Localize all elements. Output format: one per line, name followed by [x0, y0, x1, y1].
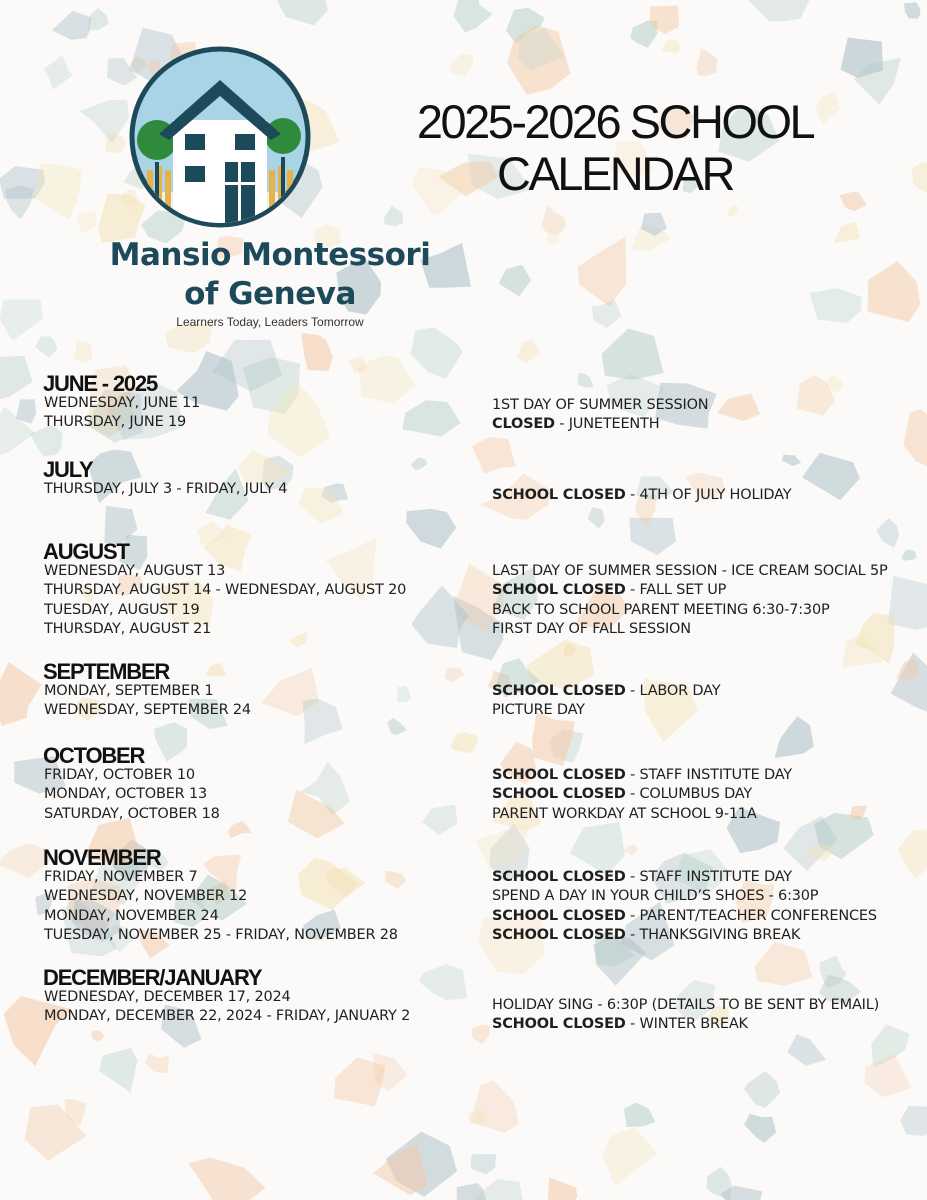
logo-name-line2: of Geneva [184, 276, 356, 312]
terrazzo-chip [406, 509, 456, 549]
terrazzo-chip [624, 1103, 655, 1128]
logo-name-line1: Mansio Montessori [109, 237, 431, 273]
terrazzo-chip [602, 1128, 657, 1186]
terrazzo-chip [516, 340, 539, 363]
terrazzo-chip [754, 942, 812, 986]
terrazzo-chip [274, 0, 328, 25]
terrazzo-chip [422, 805, 457, 835]
terrazzo-chip [450, 732, 478, 753]
date-line: SATURDAY, OCTOBER 18 [44, 805, 220, 822]
terrazzo-chip [787, 1034, 826, 1066]
page-title-line2: CALENDAR [497, 147, 733, 200]
terrazzo-chip [696, 48, 717, 75]
event-text: - JUNETEENTH [554, 416, 660, 433]
date-line: THURSDAY, JULY 3 - FRIDAY, JULY 4 [44, 481, 288, 497]
event-text: - THANKSGIVING BREAK [625, 926, 801, 943]
terrazzo-chip [898, 829, 927, 879]
terrazzo-chip [471, 1025, 490, 1045]
event-line [492, 1015, 879, 1034]
date-list [44, 682, 251, 721]
terrazzo-chip [6, 186, 34, 219]
event-line [492, 996, 879, 1015]
event-list [492, 868, 877, 945]
terrazzo-chip [864, 1054, 911, 1097]
event-text: - LABOR DAY [625, 683, 721, 699]
terrazzo-chip [707, 1167, 732, 1200]
terrazzo-chip [717, 394, 761, 422]
event-text: PICTURE DAY [492, 702, 585, 719]
date-line: FRIDAY, OCTOBER 10 [44, 767, 195, 783]
event-line [492, 701, 720, 720]
event-list [492, 996, 879, 1035]
terrazzo-chip [88, 8, 108, 31]
terrazzo-chip [623, 844, 638, 855]
event-line [492, 486, 791, 505]
event-list [492, 562, 888, 639]
terrazzo-chip [810, 288, 862, 323]
date-line: WEDNESDAY, SEPTEMBER 24 [44, 702, 251, 719]
date-list [44, 480, 287, 499]
date-list [44, 766, 220, 824]
date-list [44, 394, 200, 433]
event-text: SPEND A DAY IN YOUR CHILD’S SHOES - 6:30P [492, 888, 819, 905]
terrazzo-chip [397, 686, 411, 703]
terrazzo-chip [727, 205, 739, 216]
event-text: BACK TO SCHOOL PARENT MEETING 6:30-7:30P [492, 601, 830, 618]
terrazzo-chip [334, 1057, 385, 1106]
terrazzo-chip [782, 455, 801, 467]
month-heading: OCTOBER [43, 743, 145, 768]
event-line [492, 415, 708, 434]
event-text: - STAFF INSTITUTE DAY [625, 767, 792, 783]
terrazzo-chip [578, 237, 626, 307]
terrazzo-chip [592, 300, 622, 328]
event-status: SCHOOL CLOSED [492, 767, 626, 783]
terrazzo-chip [900, 1106, 927, 1136]
terrazzo-chip [868, 261, 920, 322]
terrazzo-chip [206, 662, 227, 676]
event-list [492, 766, 792, 824]
event-line [492, 805, 792, 824]
event-text: - FALL SET UP [625, 582, 727, 599]
terrazzo-chip [541, 204, 566, 236]
school-logo [50, 40, 431, 340]
event-line [492, 907, 877, 926]
terrazzo-chip [802, 453, 860, 501]
event-line [492, 620, 888, 639]
terrazzo-chip [548, 1177, 578, 1200]
event-status: SCHOOL CLOSED [492, 487, 626, 503]
event-text: FIRST DAY OF FALL SESSION [492, 620, 691, 637]
terrazzo-chip [189, 1158, 266, 1200]
terrazzo-chip [99, 1048, 137, 1093]
house-logo-icon [125, 42, 315, 232]
terrazzo-chip [588, 507, 605, 528]
month-heading: JUNE - 2025 [43, 371, 157, 396]
date-line: THURSDAY, AUGUST 14 - WEDNESDAY, AUGUST 20 [44, 582, 407, 599]
month-heading: DECEMBER/JANUARY [43, 965, 262, 990]
date-line: THURSDAY, AUGUST 21 [44, 620, 212, 637]
event-status: SCHOOL CLOSED [492, 683, 626, 699]
terrazzo-chip [0, 300, 43, 341]
terrazzo-chip [472, 437, 516, 473]
event-line [492, 766, 792, 785]
event-line [492, 682, 720, 701]
terrazzo-chip [662, 39, 682, 53]
terrazzo-chip [451, 54, 474, 76]
date-line: TUESDAY, AUGUST 19 [44, 601, 200, 618]
logo-tagline: Learners Today, Leaders Tomorrow [176, 315, 364, 329]
terrazzo-chip [454, 0, 493, 33]
terrazzo-chip [349, 357, 368, 373]
event-list [492, 682, 720, 721]
terrazzo-chip [228, 821, 252, 839]
terrazzo-chip [0, 662, 42, 726]
event-line [492, 887, 877, 906]
month-heading: NOVEMBER [43, 845, 161, 870]
event-text: LAST DAY OF SUMMER SESSION - ICE CREAM SOCIAL 5P [492, 563, 888, 579]
terrazzo-chip [402, 400, 460, 436]
date-line: WEDNESDAY, DECEMBER 17, 2024 [44, 989, 291, 1005]
terrazzo-chip [747, 0, 816, 22]
terrazzo-chip [499, 265, 531, 297]
terrazzo-chip [419, 964, 467, 1000]
event-text: - 4TH OF JULY HOLIDAY [625, 487, 792, 503]
event-status: SCHOOL CLOSED [492, 907, 626, 924]
terrazzo-chip [74, 341, 93, 364]
terrazzo-chip [471, 1154, 497, 1175]
date-line: MONDAY, SEPTEMBER 1 [44, 683, 214, 699]
date-line: TUESDAY, NOVEMBER 25 - FRIDAY, NOVEMBER 28 [44, 926, 398, 943]
terrazzo-chip [629, 518, 676, 556]
event-status: SCHOOL CLOSED [492, 926, 626, 943]
terrazzo-chip [387, 718, 407, 735]
terrazzo-chip [0, 356, 33, 403]
date-line: WEDNESDAY, NOVEMBER 12 [44, 888, 248, 905]
event-text: PARENT WORKDAY AT SCHOOL 9-11A [492, 805, 757, 822]
terrazzo-chip [744, 1114, 776, 1143]
date-list [44, 562, 406, 639]
event-status: SCHOOL CLOSED [492, 582, 626, 599]
terrazzo-chip [901, 550, 917, 561]
terrazzo-chip [744, 1071, 780, 1108]
event-line [492, 396, 708, 415]
terrazzo-chip [358, 356, 416, 404]
terrazzo-chip [570, 822, 625, 875]
event-status: CLOSED [492, 416, 555, 433]
terrazzo-chip [52, 11, 92, 40]
event-text: - WINTER BREAK [625, 1016, 748, 1033]
terrazzo-chip [411, 327, 463, 379]
date-list [44, 868, 398, 945]
terrazzo-chip [911, 162, 927, 197]
event-line [492, 926, 877, 945]
date-line: WEDNESDAY, JUNE 11 [44, 395, 201, 411]
event-line [492, 785, 792, 804]
terrazzo-chip [145, 1053, 169, 1073]
terrazzo-chip [91, 1031, 105, 1042]
date-line: THURSDAY, JUNE 19 [44, 414, 186, 431]
date-line: MONDAY, OCTOBER 13 [44, 786, 208, 803]
event-status: SCHOOL CLOSED [492, 786, 626, 803]
event-text: - PARENT/TEACHER CONFERENCES [625, 907, 877, 924]
terrazzo-chip [904, 409, 927, 466]
month-heading: SEPTEMBER [43, 659, 170, 684]
terrazzo-chip [578, 373, 594, 388]
event-list [492, 396, 708, 435]
event-line [492, 601, 888, 620]
event-line [492, 581, 888, 600]
event-list [492, 486, 791, 505]
event-line [492, 868, 877, 887]
event-text: HOLIDAY SING - 6:30P (DETAILS TO BE SENT BY EMAIL) [492, 997, 880, 1013]
date-list [44, 988, 410, 1027]
terrazzo-chip [411, 457, 427, 470]
terrazzo-chip [444, 668, 464, 683]
date-line: MONDAY, NOVEMBER 24 [44, 907, 219, 924]
month-heading: JULY [43, 457, 93, 482]
terrazzo-chip [602, 329, 664, 380]
terrazzo-chip [834, 222, 861, 243]
date-line: WEDNESDAY, AUGUST 13 [44, 563, 226, 579]
terrazzo-chip [904, 2, 920, 18]
page-title-line1: 2025-2026 SCHOOL [416, 95, 814, 148]
event-text: 1ST DAY OF SUMMER SESSION [492, 397, 709, 413]
month-heading: AUGUST [43, 539, 129, 564]
event-text: - COLUMBUS DAY [625, 786, 753, 803]
event-text: - STAFF INSTITUTE DAY [625, 869, 792, 885]
terrazzo-chip [775, 716, 814, 758]
terrazzo-chip [303, 699, 343, 745]
date-line: FRIDAY, NOVEMBER 7 [44, 869, 198, 885]
event-line [492, 562, 888, 581]
terrazzo-chip [876, 518, 899, 548]
terrazzo-chip [154, 722, 187, 762]
event-status: SCHOOL CLOSED [492, 869, 626, 885]
event-status: SCHOOL CLOSED [492, 1016, 626, 1033]
date-line: MONDAY, DECEMBER 22, 2024 - FRIDAY, JANUARY 2 [44, 1008, 411, 1025]
